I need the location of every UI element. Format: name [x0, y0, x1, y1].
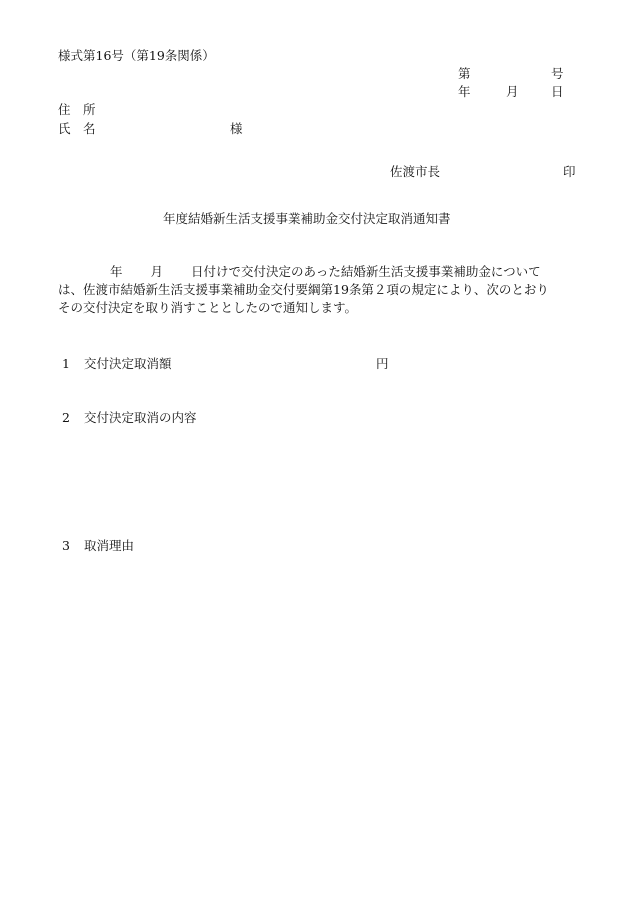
form-label: 様式第16号（第19条関係）: [58, 48, 215, 63]
section-2-number: 2: [62, 410, 70, 425]
body-line-3: その交付決定を取り消すこととしたので通知します。: [58, 300, 358, 315]
date-day-label: 日: [551, 84, 564, 99]
seal-mark: 印: [563, 164, 576, 179]
body-line-1: [58, 263, 583, 281]
body-month-label: 月: [150, 264, 164, 279]
date-month-label: 月: [506, 84, 519, 99]
number-prefix: 第: [458, 66, 471, 81]
address-label: 住 所: [58, 102, 96, 117]
section-1-label: 交付決定取消額: [84, 356, 172, 371]
body-line-1-text: 日付けで交付決定のあった結婚新生活支援事業補助金について: [191, 264, 541, 279]
issuer-title: 佐渡市長: [390, 164, 441, 179]
section-1-number: 1: [62, 356, 70, 371]
section-1-unit: 円: [376, 356, 389, 371]
body-line-2: は、佐渡市結婚新生活支援事業補助金交付要綱第19条第２項の規定により、次のとおり: [58, 282, 549, 297]
section-2-label: 交付決定取消の内容: [84, 410, 197, 425]
date-year-label: 年: [458, 84, 471, 99]
section-3-number: 3: [62, 538, 70, 553]
section-3-label: 取消理由: [84, 538, 135, 553]
document-title: 年度結婚新生活支援事業補助金交付決定取消通知書: [163, 211, 451, 226]
name-label: 氏 名: [58, 121, 96, 136]
honorific-sama: 様: [230, 121, 243, 136]
body-year-label: 年: [110, 264, 123, 279]
number-suffix: 号: [551, 66, 564, 81]
